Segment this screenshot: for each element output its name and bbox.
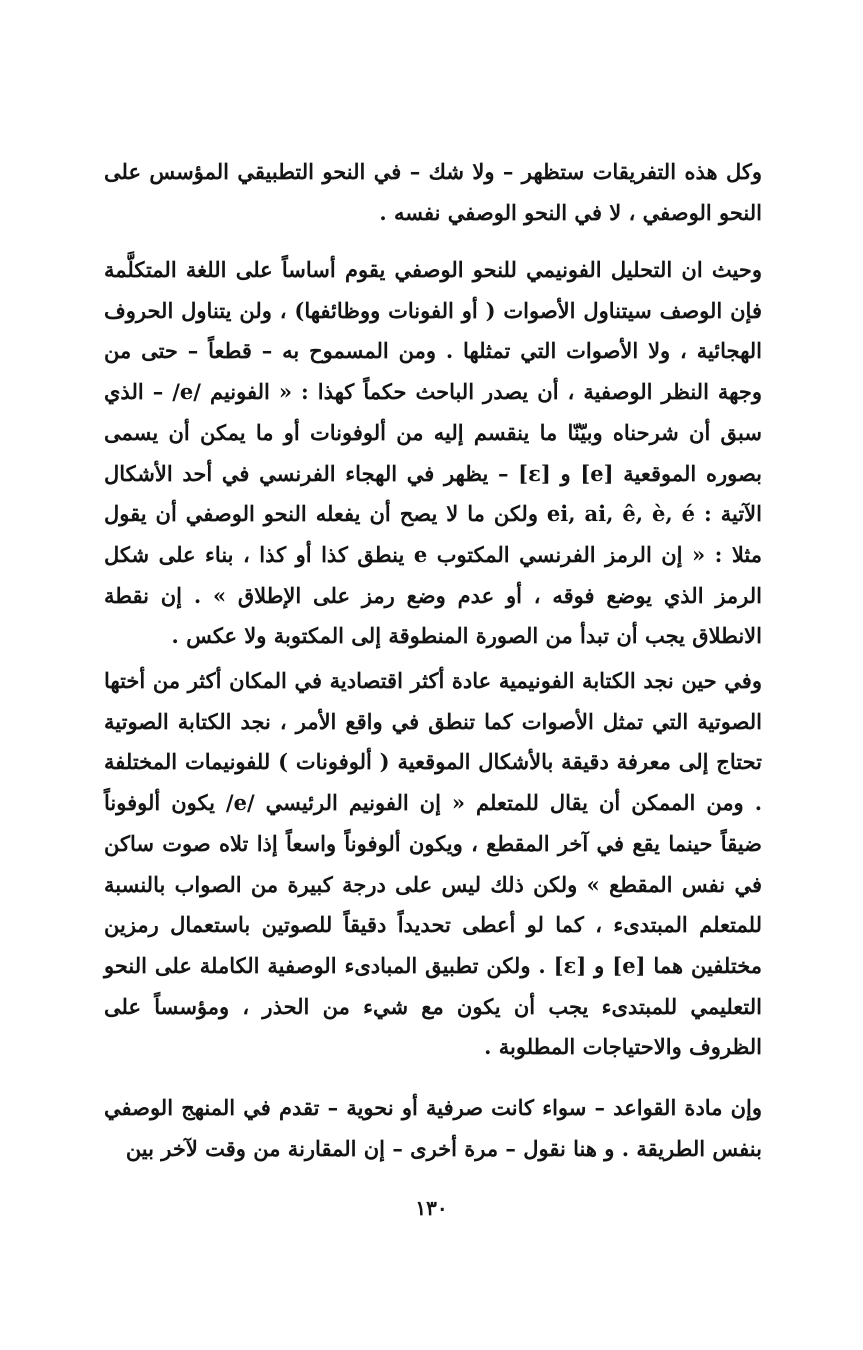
page-number: ١٣٠ [415, 1196, 448, 1220]
paragraph: وكل هذه التفريقات ستظهر – ولا شك – في النحو التطبيقي المؤسس على النحو الوصفي ، لا في النحو الوصفي نفسه . [104, 159, 762, 225]
paragraph: وفي حين نجد الكتابة الفونيمية عادة أكثر اقتصادية في المكان أكثر من أختها الصوتية التي تمثل الأصوات كما تنطق في واقع الأمر ، نجد الكتابة الصوتية تحتاج إلى معرفة دقيقة بالأشكال الموقعية ( ألوفونات ) للفونيمات المختلفة . ومن الممكن أن يقال للمتعلم « إن الفونيم الرئيسي /e/ يكون ألوفوناً ضيقاً حينما يقع في آخر المقطع ، ويكون ألوفوناً واسعاً إذا تلاه صوت ساكن في نفس المقطع » ولكن ذلك ليس على درجة كبيرة من الصواب بالنسبة للمتعلم المبتدىء ، كما لو أعطى تحديداً دقيقاً للصوتين باستعمال رمزين مختلفين هما [e] و [ɛ] . ولكن تطبيق المبادىء الوصفية الكاملة على النحو التعليمي للمبتدىء يجب أن يكون مع شيء من الحذر ، ومؤسساً على الظروف والاحتياجات المطلوبة . [104, 668, 762, 1060]
paragraph: وإن مادة القواعد – سواء كانت صرفية أو نحوية – تقدم في المنهج الوصفي بنفس الطريقة . و هنا نقول – مرة أخرى – إن المقارنة من وقت لآخر بين [104, 1095, 762, 1161]
paragraph: وحيث ان التحليل الفونيمي للنحو الوصفي يقوم أساساً على اللغة المتكلَّمة فإن الوصف سيتناول الأصوات ( أو الفونات ووظائفها) ، ولن يتناول الحروف الهجائية ، ولا الأصوات التي تمثلها . ومن المسموح به – قطعاً – حتى من وجهة النظر الوصفية ، أن يصدر الباحث حكماً كهذا : « الفونيم /e/ – الذي سبق أن شرحناه وبيّنّا ما ينقسم إليه من ألوفونات أو ما يمكن أن يسمى بصوره الموقعية [e] و [ɛ] – يظهر في الهجاء الفرنسي في أحد الأشكال الآتية : ei, ai, ê, è, é ولكن ما لا يصح أن يفعله النحو الوصفي أن يقول مثلا : « إن الرمز الفرنسي المكتوب e ينطق كذا أو كذا ، بناء على شكل الرمز الذي يوضع فوقه ، أو عدم وضع رمز على الإطلاق » . إن نقطة الانطلاق يجب أن تبدأ من الصورة المنطوقة إلى المكتوبة ولا عكس . [104, 257, 762, 649]
